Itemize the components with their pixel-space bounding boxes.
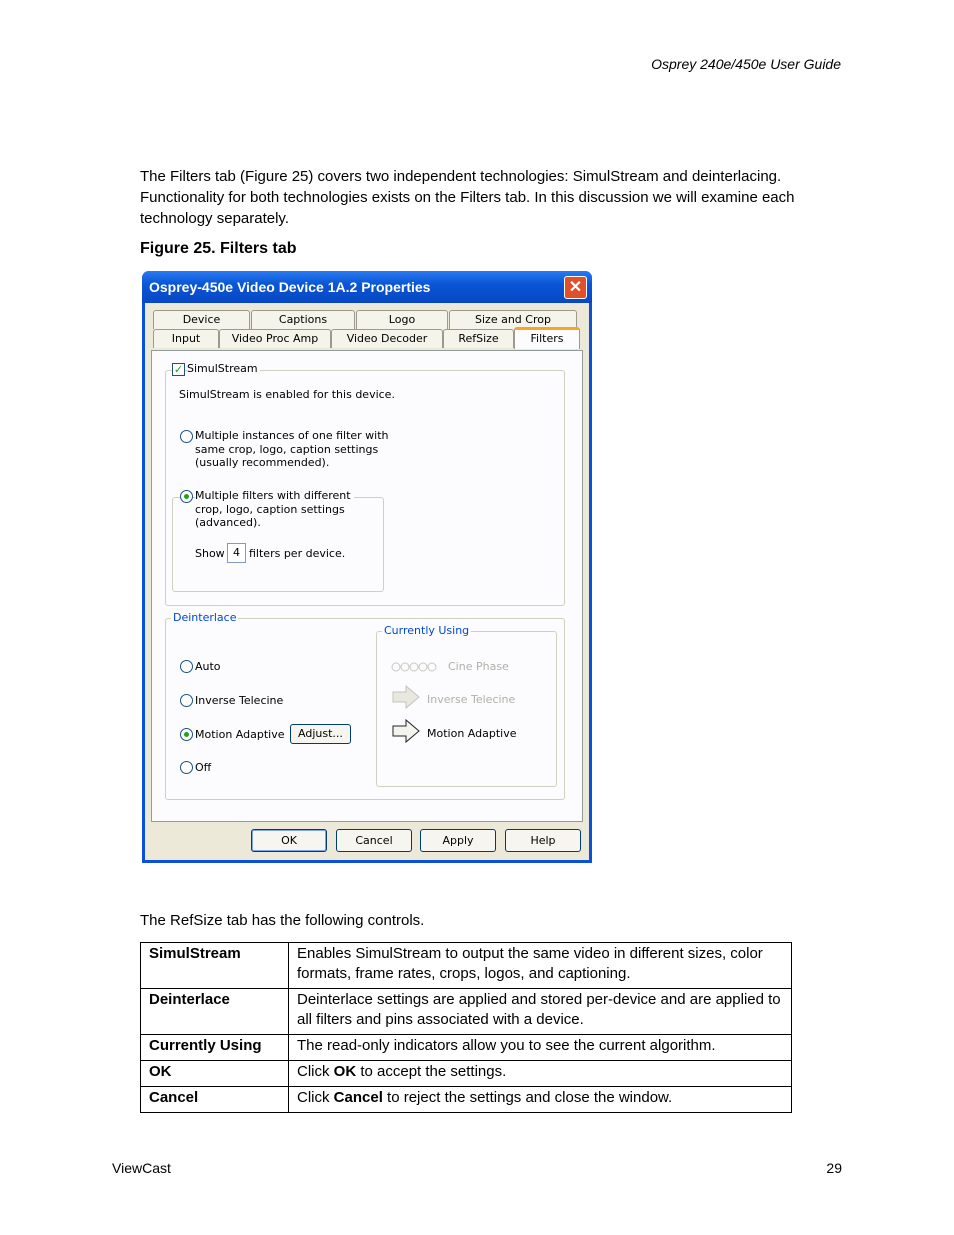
adjust-button[interactable]: Adjust...: [290, 724, 351, 744]
inverse-telecine-indicator: Inverse Telecine: [427, 693, 516, 706]
tab-captions[interactable]: Captions: [251, 310, 355, 329]
motion-adaptive-indicator: Motion Adaptive: [427, 727, 517, 740]
table-row: [141, 943, 792, 989]
page-number: 29: [826, 1160, 842, 1176]
table-term: SimulStream: [141, 943, 289, 989]
tab-filters[interactable]: Filters: [514, 327, 580, 349]
controls-table: [140, 942, 792, 1113]
dialog-titlebar: [142, 271, 592, 303]
properties-dialog: [142, 271, 592, 863]
simulstream-checkbox[interactable]: ✓: [173, 363, 184, 376]
table-desc: The read-only indicators allow you to see the current algorithm.: [289, 1035, 792, 1061]
inverse-telecine-label: Inverse Telecine: [195, 694, 284, 707]
table-desc: Click OK to accept the settings.: [289, 1061, 792, 1087]
cancel-button[interactable]: Cancel: [336, 829, 412, 852]
apply-button[interactable]: Apply: [420, 829, 496, 852]
dialog-title: Osprey-450e Video Device 1A.2 Properties: [149, 279, 431, 295]
tab-video-proc-amp[interactable]: Video Proc Amp: [219, 329, 331, 348]
tab-video-decoder[interactable]: Video Decoder: [331, 329, 443, 348]
dialog-client: [145, 303, 589, 860]
tab-device[interactable]: Device: [153, 310, 250, 329]
radio-auto[interactable]: [180, 660, 193, 673]
off-label: Off: [195, 761, 212, 774]
footer-company: ViewCast: [112, 1160, 171, 1176]
radio-multiple-filters[interactable]: [180, 490, 193, 503]
help-button[interactable]: Help: [505, 829, 581, 852]
tab-refsize[interactable]: RefSize: [443, 329, 514, 348]
table-desc: Deinterlace settings are applied and stored per-device and are applied to all filters and pins associated with a device.: [289, 989, 792, 1035]
filters-count-input[interactable]: 4: [227, 543, 246, 563]
option1-text: Multiple instances of one filter with same crop, logo, caption settings (usually recommended).: [195, 429, 389, 469]
table-intro: The RefSize tab has the following controls.: [140, 912, 425, 929]
intro-paragraph: The Filters tab (Figure 25) covers two independent technologies: SimulStream and deinterlacing. Functionality for both technologies exists on the Filters tab. In this discussion we will examine each technology separately.: [140, 168, 795, 227]
radio-inverse-telecine[interactable]: [180, 694, 193, 707]
figure-caption: Figure 25. Filters tab: [140, 240, 297, 257]
show-suffix: filters per device.: [249, 547, 346, 560]
option2-text: Multiple filters with different crop, logo, caption settings (advanced).: [195, 489, 354, 530]
table-desc: Enables SimulStream to output the same video in different sizes, color formats, frame rates, crops, logos, and captioning.: [289, 943, 792, 989]
radio-motion-adaptive[interactable]: [180, 728, 193, 741]
currently-using-label: Currently Using: [384, 624, 470, 637]
arrow-right-icon: [391, 684, 421, 713]
tab-logo[interactable]: Logo: [356, 310, 448, 329]
cine-phase-label: Cine Phase: [448, 660, 509, 673]
arrow-right-icon: [391, 718, 421, 747]
table-desc: Click Cancel to reject the settings and close the window.: [289, 1087, 792, 1113]
table-term: OK: [141, 1061, 289, 1087]
tab-size-and-crop[interactable]: Size and Crop: [449, 310, 577, 329]
ok-button[interactable]: OK: [251, 829, 327, 852]
table-row: [141, 1087, 792, 1113]
simulstream-label: SimulStream: [187, 362, 258, 375]
close-icon[interactable]: ✕: [564, 276, 587, 299]
tab-input[interactable]: Input: [153, 329, 219, 348]
radio-off[interactable]: [180, 761, 193, 774]
page-header: Osprey 240e/450e User Guide: [651, 56, 841, 72]
show-label: Show: [195, 547, 225, 560]
table-row: [141, 989, 792, 1035]
table-row: [141, 1035, 792, 1061]
motion-adaptive-label: Motion Adaptive: [195, 728, 285, 741]
table-term: Currently Using: [141, 1035, 289, 1061]
table-row: [141, 1061, 792, 1087]
table-term: Deinterlace: [141, 989, 289, 1035]
deinterlace-label: Deinterlace: [173, 611, 237, 624]
radio-multiple-instances[interactable]: [180, 430, 193, 443]
simulstream-status: SimulStream is enabled for this device.: [179, 388, 395, 401]
filters-panel: [151, 350, 583, 822]
cine-phase-icon: [391, 662, 439, 676]
table-term: Cancel: [141, 1087, 289, 1113]
auto-label: Auto: [195, 660, 221, 673]
